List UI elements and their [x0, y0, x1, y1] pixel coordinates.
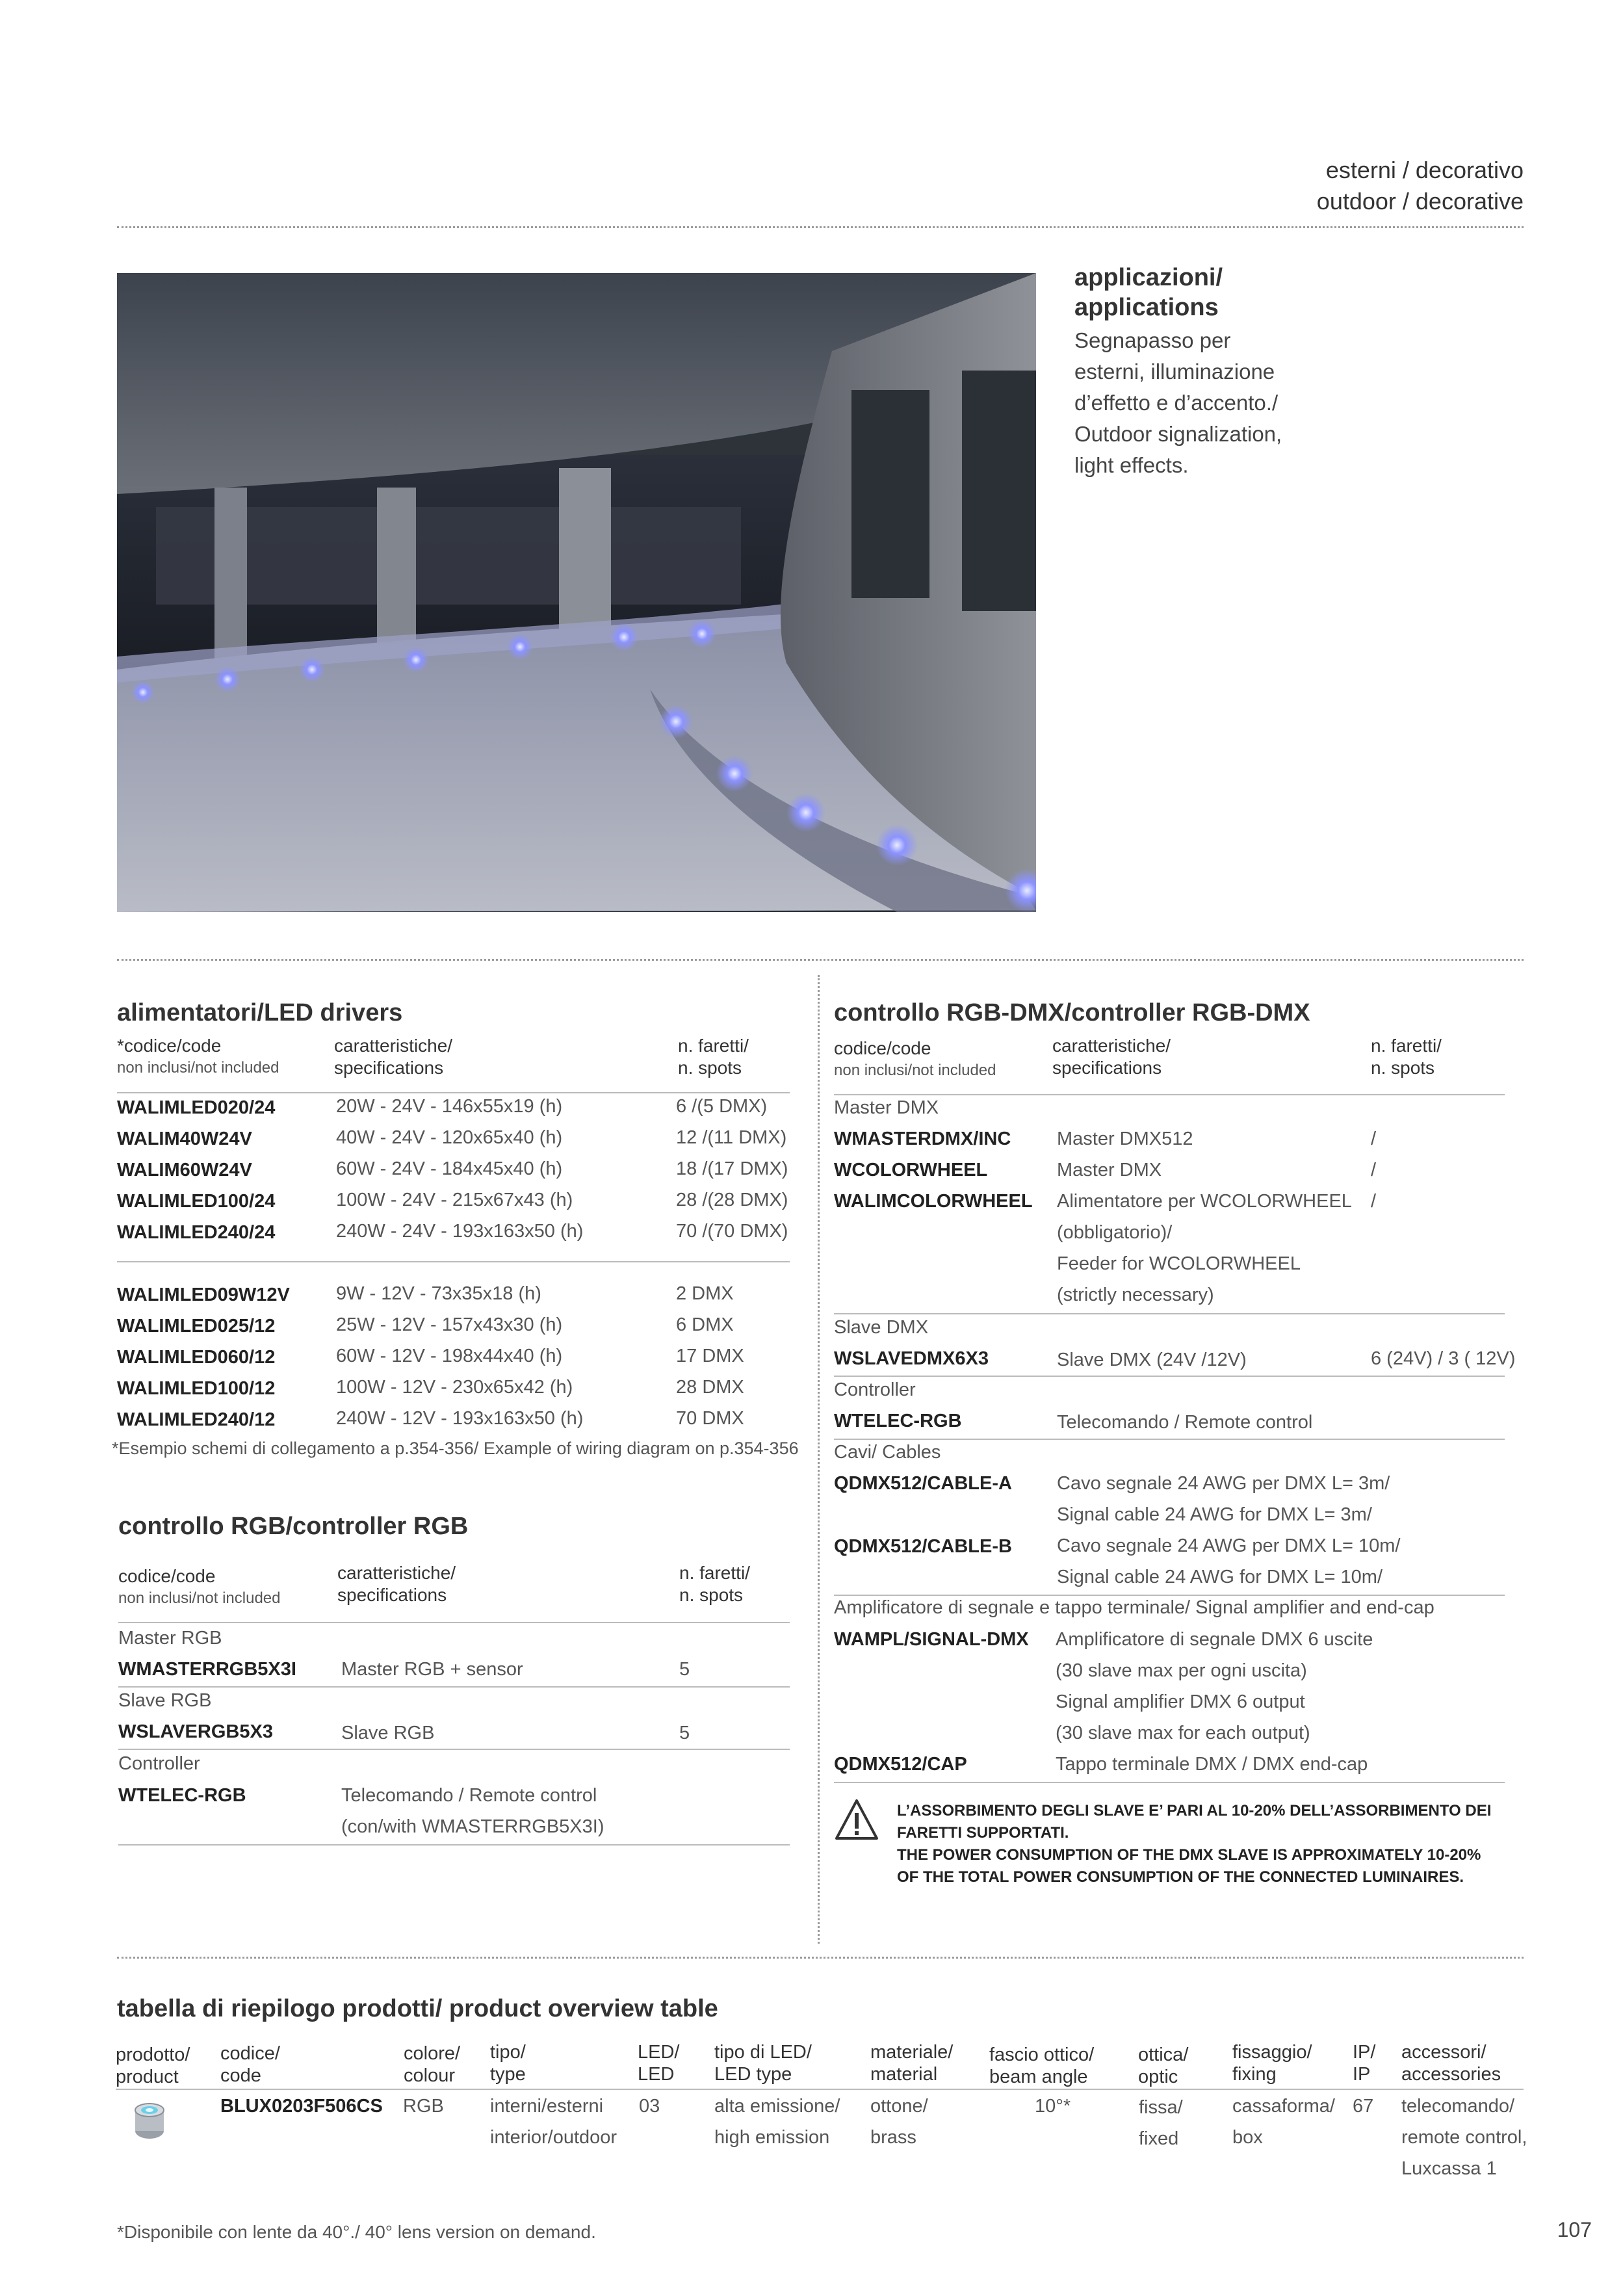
group-label: Cavi/ Cables	[834, 1442, 941, 1463]
dmx-title: controllo RGB-DMX/controller RGB-DMX	[834, 999, 1310, 1026]
dmx-col-code: codice/code non inclusi/not included	[834, 1038, 996, 1079]
warning-icon	[834, 1797, 879, 1843]
table-row: WAMPL/SIGNAL-DMX	[834, 1629, 1029, 1650]
applications-title: applicazioni/ applications	[1074, 264, 1223, 321]
photo-divider	[117, 959, 1524, 961]
product-thumbnail	[129, 2097, 170, 2141]
table-row: WALIMLED100/24	[117, 1191, 276, 1212]
warning-text: L’ASSORBIMENTO DEGLI SLAVE E’ PARI AL 10-20% DELL’ASSORBIMENTO DEI FARETTI SUPPORTATI. THE POWER CONSUMPTION OF THE DMX SLAVE IS APPROXIMATELY 10-20% OF THE TOTAL POWER CONSUMPTION OF THE CONNECTED LUMINAIRES.	[897, 1802, 1492, 1886]
drivers-col-code: *codice/code non inclusi/not included	[117, 1036, 279, 1076]
table-row: WTELEC-RGB	[118, 1785, 246, 1806]
group-label: Master RGB	[118, 1628, 222, 1649]
table-row: QDMX512/CABLE-B	[834, 1536, 1012, 1557]
footnote: *Disponibile con lente da 40°./ 40° lens version on demand.	[117, 2222, 596, 2242]
group-label: Slave DMX	[834, 1317, 929, 1338]
dmx-col-spots: n. faretti/ n. spots	[1371, 1036, 1442, 1078]
table-row: WCOLORWHEEL	[834, 1160, 988, 1181]
group-label: Amplificatore di segnale e tappo terminale/ Signal amplifier and end-cap	[834, 1597, 1435, 1618]
group-label: Slave RGB	[118, 1690, 212, 1711]
rgb-col-spec: caratteristiche/ specifications	[337, 1563, 456, 1605]
table-row: WALIMLED025/12	[117, 1316, 276, 1337]
table-row: WALIMLED020/24	[117, 1097, 276, 1118]
table-row: QDMX512/CAP	[834, 1754, 967, 1775]
drivers-title: alimentatori/LED drivers	[117, 999, 403, 1026]
rgb-col-spots: n. faretti/ n. spots	[679, 1563, 750, 1605]
header-divider	[117, 226, 1524, 228]
product-application-photo	[117, 273, 1036, 912]
table-row: WMASTERRGB5X3I	[118, 1659, 296, 1680]
drivers-col-spots: n. faretti/ n. spots	[678, 1036, 749, 1078]
table-row: WALIM60W24V	[117, 1160, 252, 1181]
group-label: Controller	[834, 1379, 916, 1400]
table-row: WALIMCOLORWHEEL	[834, 1191, 1033, 1212]
page-number: 107	[1557, 2218, 1592, 2241]
header-category-it: esterni / decorativo	[1325, 157, 1524, 183]
table-row: WALIMLED060/12	[117, 1347, 276, 1368]
overview-title: tabella di riepilogo prodotti/ product overview table	[117, 1995, 718, 2022]
table-row: WALIM40W24V	[117, 1128, 252, 1149]
applications-description: Segnapasso per esterni, illuminazione d’effetto e d’accento./ Outdoor signalization, light effects.	[1074, 328, 1282, 477]
table-row: WALIMLED100/12	[117, 1378, 276, 1399]
dmx-col-spec: caratteristiche/ specifications	[1052, 1036, 1171, 1078]
table-row: WMASTERDMX/INC	[834, 1128, 1011, 1149]
table-row: WTELEC-RGB	[834, 1411, 962, 1431]
overview-divider	[117, 1957, 1524, 1959]
table-row: QDMX512/CABLE-A	[834, 1473, 1012, 1494]
table-row: WALIMLED240/24	[117, 1222, 276, 1243]
header-category-en: outdoor / decorative	[1316, 188, 1524, 215]
group-label: Master DMX	[834, 1097, 939, 1118]
rgb-title: controllo RGB/controller RGB	[118, 1513, 469, 1540]
wiring-diagram-note: *Esempio schemi di collegamento a p.354-356/ Example of wiring diagram on p.354-356	[112, 1439, 799, 1458]
table-row: WSLAVERGB5X3	[118, 1721, 273, 1742]
table-row: WALIMLED240/12	[117, 1409, 276, 1430]
drivers-col-spec: caratteristiche/ specifications	[334, 1036, 453, 1078]
rgb-col-code: codice/code non inclusi/not included	[118, 1566, 281, 1607]
group-label: Controller	[118, 1753, 200, 1774]
table-row: WSLAVEDMX6X3	[834, 1348, 989, 1369]
table-row: WALIMLED09W12V	[117, 1285, 290, 1305]
column-divider	[818, 975, 820, 1944]
